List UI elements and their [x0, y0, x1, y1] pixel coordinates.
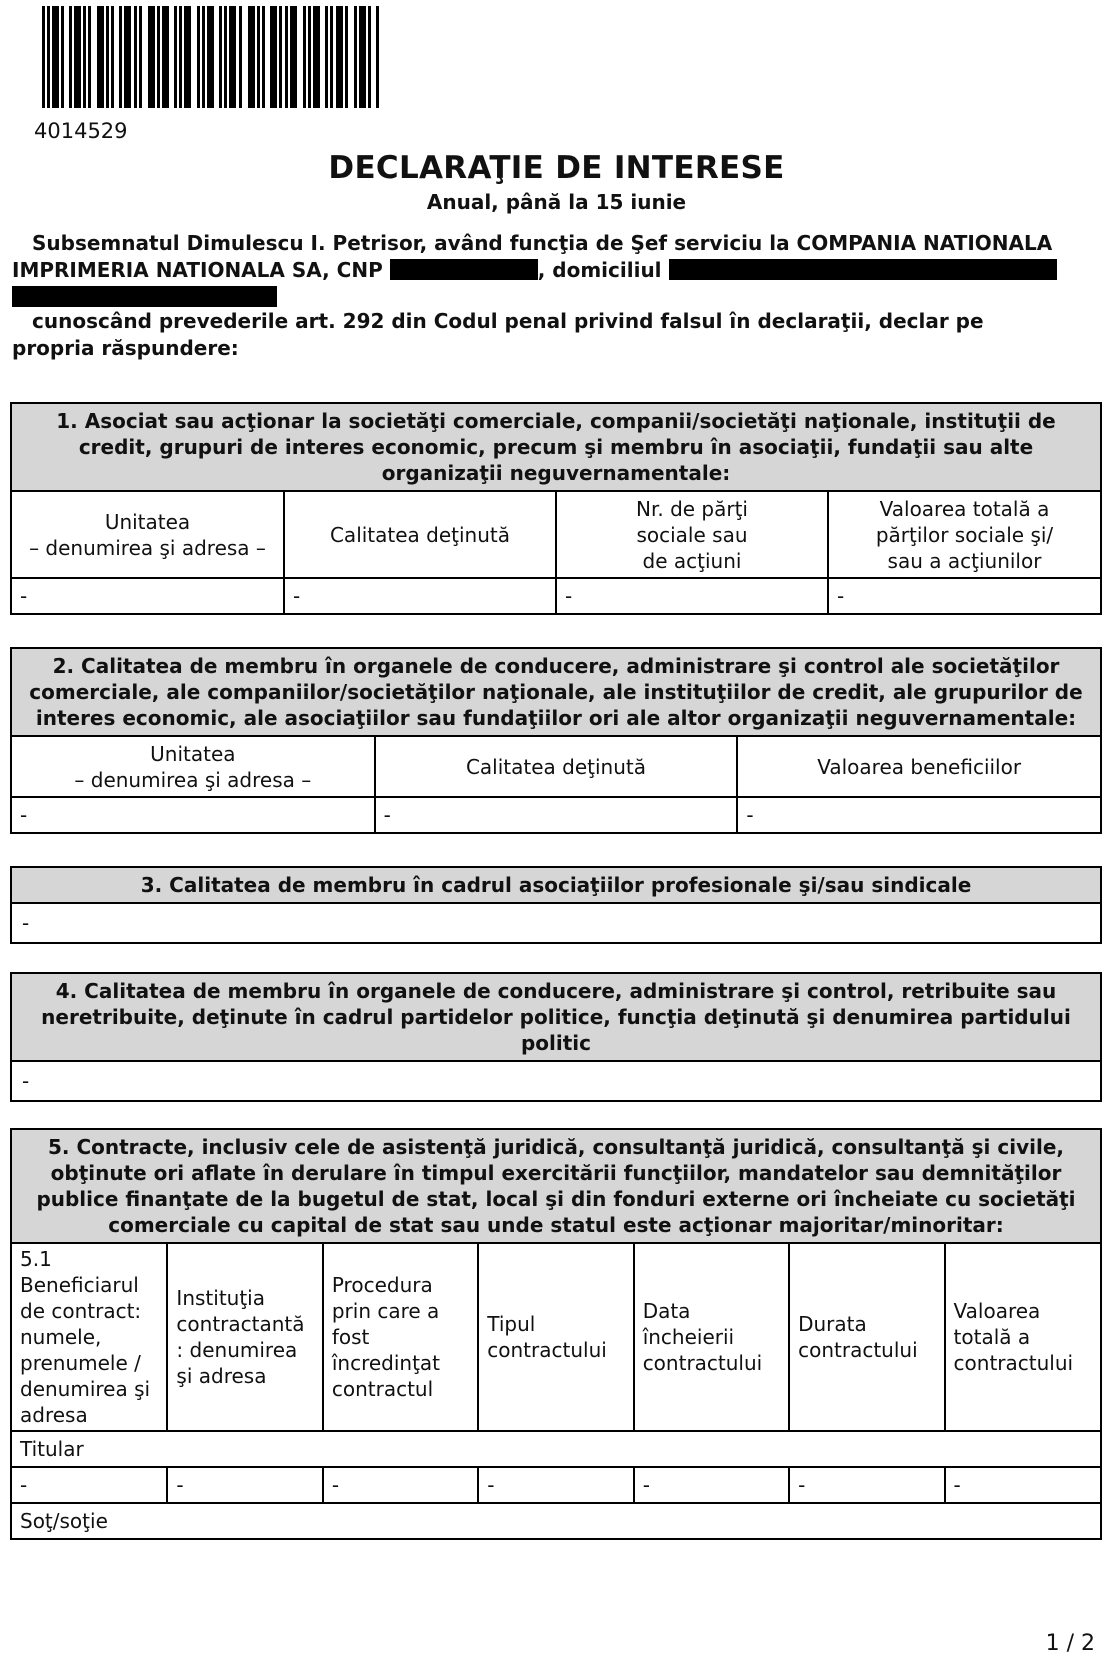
s1-cell: - [828, 578, 1100, 613]
s5-cell: - [323, 1467, 478, 1503]
intro-paragraph [12, 230, 1072, 311]
s5-spouse-label: Soţ/soţie [12, 1503, 1100, 1538]
barcode-bar [270, 6, 277, 108]
barcode-bar [262, 6, 265, 108]
barcode-bar [47, 6, 50, 108]
s2-header-quality: Calitatea deţinută [375, 737, 738, 797]
barcode-bar [184, 6, 191, 108]
s5-header-date: Data încheierii contractului [634, 1244, 789, 1431]
barcode-bar [313, 6, 320, 108]
barcode-bar [224, 6, 227, 108]
barcode-bar [197, 6, 200, 108]
barcode-bar [106, 6, 109, 108]
s1-header-unit: Unitatea – denumirea şi adresa – [12, 492, 284, 578]
barcode-bar [285, 6, 288, 108]
barcode-bar [308, 6, 311, 108]
s4-value: - [22, 1069, 30, 1093]
barcode-bar [97, 6, 104, 108]
barcode-bar [336, 6, 343, 108]
redacted-cnp [390, 259, 538, 280]
barcode-bar [376, 6, 379, 108]
s5-cell: - [12, 1467, 167, 1503]
section-4-heading: 4. Calitatea de membru în organele de conducere, administrare şi control, retribuite sau neretribuite, deţinute în cadrul partidelor politice, funcţia deţinută şi denumirea partidului politic [12, 974, 1100, 1062]
s2-header-unit: Unitatea – denumirea şi adresa – [12, 737, 375, 797]
s1-header-value: Valoarea totală a părţilor sociale şi/ sau a acţiunilor [828, 492, 1100, 578]
s2-cell: - [737, 797, 1100, 832]
barcode-bar [139, 6, 142, 108]
s5-header-duration: Durata contractului [789, 1244, 944, 1431]
barcode-bar [74, 6, 81, 108]
barcode-bar [207, 6, 214, 108]
barcode-bar [69, 6, 72, 108]
section-2-heading: 2. Calitatea de membru în organele de conducere, administrare şi control ale societăţilor comerciale, ale companiilor/societăţilor naţionale, ale instituţiilor de credit, ale grupurilor de interes economic, ale asociaţiilor sau fundaţiilor ori ale altor organizaţii neguvernamentale: [12, 649, 1100, 737]
barcode-bar [124, 6, 131, 108]
barcode-number: 4014529 [34, 119, 128, 143]
s5-cell: - [789, 1467, 944, 1503]
barcode-bar [83, 6, 86, 108]
barcode-bar [368, 6, 371, 108]
barcode-bar [174, 6, 177, 108]
barcode-bar [202, 6, 205, 108]
s5-header-type: Tipul contractului [478, 1244, 633, 1431]
barcode-bar [219, 6, 222, 108]
s1-header-shares: Nr. de părţi sociale sau de acţiuni [556, 492, 828, 578]
barcode-bar [157, 6, 160, 108]
barcode-bar [279, 6, 282, 108]
barcode-bar [257, 6, 260, 108]
section-3-heading: 3. Calitatea de membru în cadrul asociaţiilor profesionale şi/sau sindicale [12, 868, 1100, 904]
barcode-bar [354, 6, 357, 108]
section-2 [10, 647, 1102, 834]
section-4 [10, 972, 1102, 1102]
barcode-bar [330, 6, 333, 108]
intro-text-domicile: , domiciliul [537, 258, 662, 282]
s3-value: - [22, 911, 30, 935]
s5-cell: - [167, 1467, 322, 1503]
barcode-bar [111, 6, 114, 108]
barcode-bar [119, 6, 122, 108]
barcode-bar [52, 6, 59, 108]
section-5-table [12, 1244, 1100, 1538]
s5-header-value: Valoarea totală a contractului [945, 1244, 1100, 1431]
barcode-bar [359, 6, 366, 108]
s5-cell: - [478, 1467, 633, 1503]
barcode-bar [179, 6, 182, 108]
s5-header-institution: Instituţia contractantă : denumirea şi adresa [167, 1244, 322, 1431]
s5-header-procedure: Procedura prin care a fost încredinţat contractul [323, 1244, 478, 1431]
s1-cell: - [284, 578, 556, 613]
section-5-heading: 5. Contracte, inclusiv cele de asistenţă juridică, consultanţă juridică, consultanţă şi civile, obţinute ori aflate în derulare în timpul exercitării funcţiilor, mandatelor sau demnităţilor publice finanţate de la bugetul de stat, local şi din fonduri externe ori încheiate cu societăţi comerciale cu capital de stat sau unde statul este acţionar majoritar/minoritar: [12, 1130, 1100, 1244]
document-title: DECLARAŢIE DE INTERESE [328, 150, 785, 186]
barcode-bar [229, 6, 236, 108]
s1-cell: - [12, 578, 284, 613]
section-1-heading: 1. Asociat sau acţionar la societăţi comerciale, companii/societăţi naţionale, instituţii de credit, grupuri de interes economic, precum şi membru în asociaţii, fundaţii sau alte organizaţii neguvernamentale: [12, 404, 1100, 492]
barcode-bar [239, 6, 242, 108]
section-2-table [12, 737, 1100, 832]
barcode-bar [345, 6, 348, 108]
s5-header-beneficiary: 5.1 Beneficiarul de contract: numele, prenumele / denumirea şi adresa [12, 1244, 167, 1431]
s1-cell: - [556, 578, 828, 613]
page-number: 1 / 2 [1045, 1631, 1095, 1656]
s2-cell: - [375, 797, 738, 832]
barcode-bar [290, 6, 297, 108]
redacted-address-cont [12, 286, 277, 307]
s1-header-quality: Calitatea deţinută [284, 492, 556, 578]
barcode-bar [88, 6, 91, 108]
barcode-bar [325, 6, 328, 108]
barcode-bar [148, 6, 155, 108]
section-3 [10, 866, 1102, 944]
s2-cell: - [12, 797, 375, 832]
barcode-bar [61, 6, 64, 108]
s5-cell: - [945, 1467, 1100, 1503]
barcode-image [42, 6, 610, 108]
intro-text: Subsemnatul Dimulescu I. Petrisor, având funcţia de Şef serviciu la COMPANIA NATIONALA IMPRIMERIA NATIONALA SA, CNP [12, 231, 1053, 282]
barcode-bar [134, 6, 137, 108]
s5-titular-label: Titular [12, 1431, 1100, 1467]
barcode-bar [42, 6, 45, 108]
s5-cell: - [634, 1467, 789, 1503]
barcode-bar [162, 6, 169, 108]
document-subtitle: Anual, până la 15 iunie [426, 190, 687, 214]
section-5 [10, 1128, 1102, 1540]
barcode-bar [303, 6, 306, 108]
s2-header-benefits: Valoarea beneficiilor [737, 737, 1100, 797]
barcode-bar [248, 6, 255, 108]
section-1-table [12, 492, 1100, 613]
redacted-address [669, 259, 1057, 280]
declaration-paragraph: cunoscând prevederile art. 292 din Codul penal privind falsul în declaraţii, declar pe propria răspundere: [12, 309, 984, 360]
section-1 [10, 402, 1102, 615]
